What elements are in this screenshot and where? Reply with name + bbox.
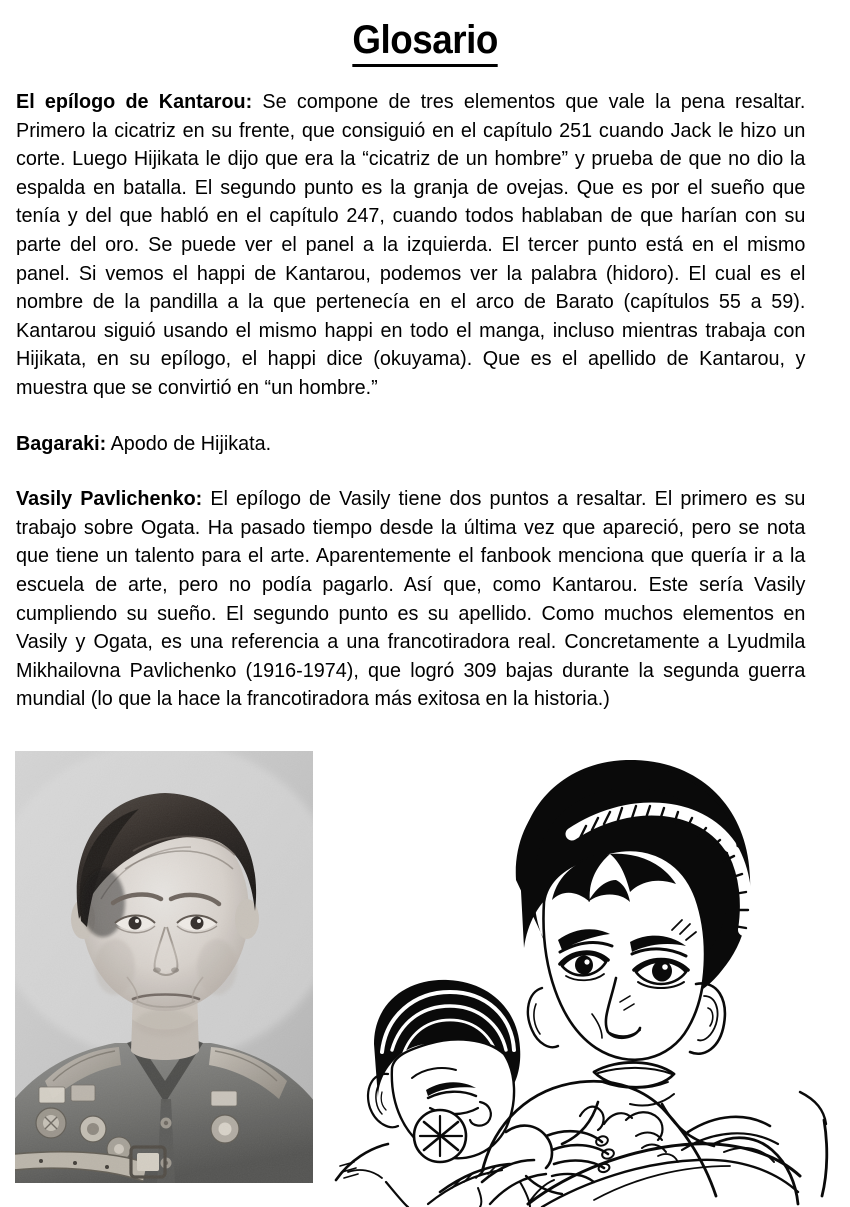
- manga-panel-kantarou-epilogue: [330, 752, 850, 1207]
- glossary-body: [16, 88, 834, 714]
- glossary-definition: El epílogo de Vasily tiene dos puntos a resaltar. El primero es su trabajo sobre Ogata. Ha pasado tiempo desde la última vez que apareció, pero se nota que tiene un talento para el arte. Aparentemente el fanbook menciona que quería ir a la escuela de arte, pero no podía pagarlo. Así que, como Kantarou. Este sería Vasily cumpliendo su sueño. El segundo punto es su apellido. Como muchos elementos en Vasily y Ogata, es una referencia a una francotiradora real. Concretamente a Lyudmila Mikhailovna Pavlichenko (1916-1974), que logró 309 bajas durante la segunda guerra mundial (lo que la hace la francotiradora más exitosa en la historia.): [16, 487, 806, 711]
- glossary-term: Vasily Pavlichenko:: [16, 487, 203, 511]
- photo-lyudmila-pavlichenko: [15, 751, 313, 1183]
- page-title: Glosario: [352, 18, 498, 67]
- glossary-term: El epílogo de Kantarou:: [16, 90, 253, 113]
- page-title-container: [0, 18, 850, 67]
- glossary-term: Bagaraki:: [16, 431, 107, 455]
- glossary-definition: Se compone de tres elementos que vale la pena resaltar. Primero la cicatriz en su frente, que consiguió en el capítulo 251 cuando Jack le hizo un corte. Luego Hijikata le dijo que era la “cicatriz de un hombre” y prueba de que no dio la espalda en batalla. El segundo punto es la granja de ovejas. Que es por el sueño que tenía y del que habló en el capítulo 247, cuando todos hablaban de que harían con su parte del oro. Se puede ver el panel a la izquierda. El tercer punto está en el mismo panel. Si vemos el happi de Kantarou, podemos ver la palabra (hidoro). El cual es el nombre de la pandilla a la que pertenecía en el arco de Barato (capítulos 55 a 59). Kantarou siguió usando el mismo happi en todo el manga, incluso mientras trabaja con Hijikata, en su epílogo, el happi dice (okuyama). Que es el apellido de Kantarou, y muestra que se convirtió en “un hombre.”: [16, 90, 806, 399]
- glossary-definition: Apodo de Hijikata.: [106, 431, 272, 455]
- glossary-entry: [16, 88, 805, 403]
- glossary-entry: [16, 430, 805, 459]
- glossary-entry: [16, 485, 805, 714]
